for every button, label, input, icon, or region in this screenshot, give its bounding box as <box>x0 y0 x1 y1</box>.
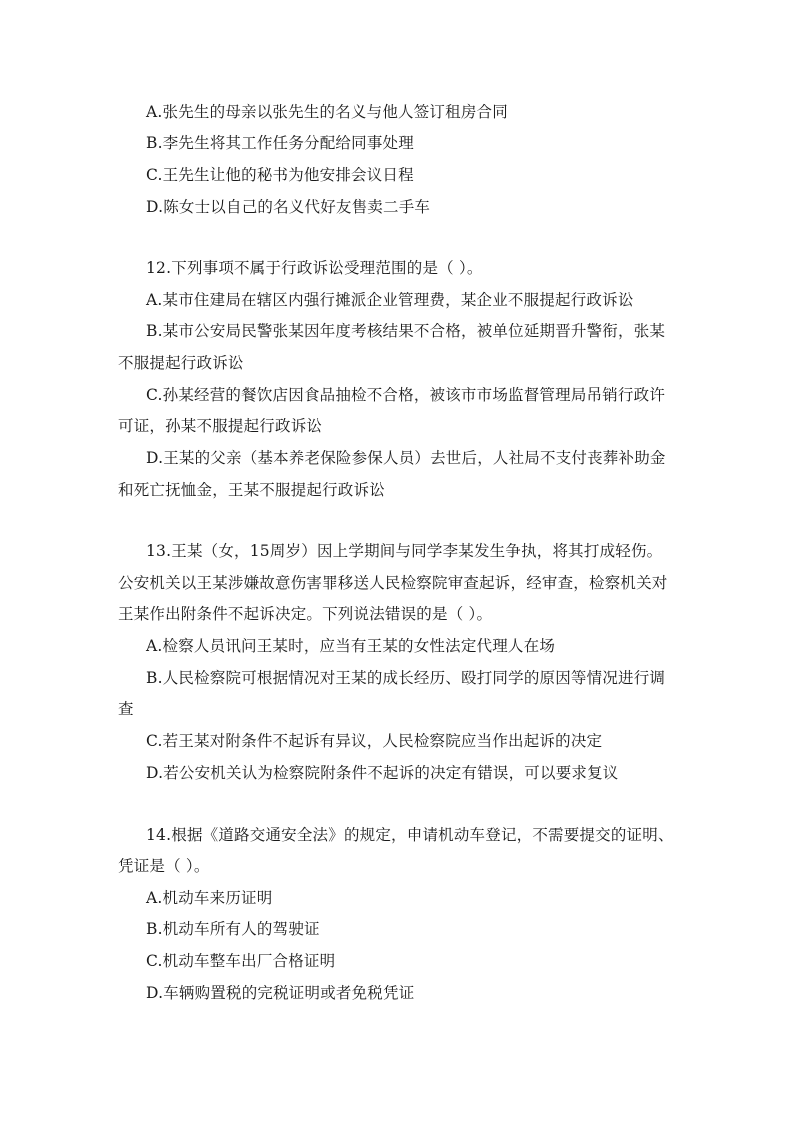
q12-option-d-cont: 和死亡抚恤金，王某不服提起行政诉讼 <box>118 481 385 499</box>
q14-option-d: D.车辆购置税的完税证明或者免税凭证 <box>146 984 415 1002</box>
q12-option-c: C.孙某经营的餐饮店因食品抽检不合格，被该市市场监督管理局吊销行政许 <box>146 386 666 404</box>
q13-stem-cont-1: 公安机关以王某涉嫌故意伤害罪移送人民检察院审查起诉，经审查，检察机关对 <box>118 574 668 592</box>
prev-option-b: B.李先生将其工作任务分配给同事处理 <box>146 134 414 152</box>
q13-option-a: A.检察人员讯问王某时，应当有王某的女性法定代理人在场 <box>146 637 556 655</box>
q12-stem: 12.下列事项不属于行政诉讼受理范围的是（ ）。 <box>146 259 483 277</box>
q13-option-b: B.人民检察院可根据情况对王某的成长经历、殴打同学的原因等情况进行调 <box>146 669 666 687</box>
q14-stem: 14.根据《道路交通安全法》的规定，申请机动车登记，不需要提交的证明、 <box>146 826 674 844</box>
prev-option-d: D.陈女士以自己的名义代好友售卖二手车 <box>146 198 431 216</box>
q12-option-b-cont: 不服提起行政诉讼 <box>118 354 244 372</box>
q14-option-c: C.机动车整车出厂合格证明 <box>146 952 336 970</box>
q13-stem-cont-2: 王某作出附条件不起诉决定。下列说法错误的是（ ）。 <box>118 605 493 623</box>
q14-option-b: B.机动车所有人的驾驶证 <box>146 920 320 938</box>
prev-option-a: A.张先生的母亲以张先生的名义与他人签订租房合同 <box>146 103 508 121</box>
q12-option-b: B.某市公安局民警张某因年度考核结果不合格，被单位延期晋升警衔，张某 <box>146 322 666 340</box>
q12-option-a: A.某市住建局在辖区内强行摊派企业管理费，某企业不服提起行政诉讼 <box>146 291 634 309</box>
q13-option-c: C.若王某对附条件不起诉有异议，人民检察院应当作出起诉的决定 <box>146 732 603 750</box>
q12-option-d: D.王某的父亲（基本养老保险参保人员）去世后，人社局不支付丧葬补助金 <box>146 449 666 467</box>
q13-option-b-cont: 查 <box>118 700 134 718</box>
q13-stem: 13.王某（女，15周岁）因上学期间与同学李某发生争执，将其打成轻伤。 <box>146 542 663 560</box>
q12-option-c-cont: 可证，孙某不服提起行政诉讼 <box>118 417 323 435</box>
q14-option-a: A.机动车来历证明 <box>146 889 273 907</box>
q14-stem-cont: 凭证是（ ）。 <box>118 857 210 875</box>
q13-option-d: D.若公安机关认为检察院附条件不起诉的决定有错误，可以要求复议 <box>146 764 619 782</box>
prev-option-c: C.王先生让他的秘书为他安排会议日程 <box>146 166 414 184</box>
